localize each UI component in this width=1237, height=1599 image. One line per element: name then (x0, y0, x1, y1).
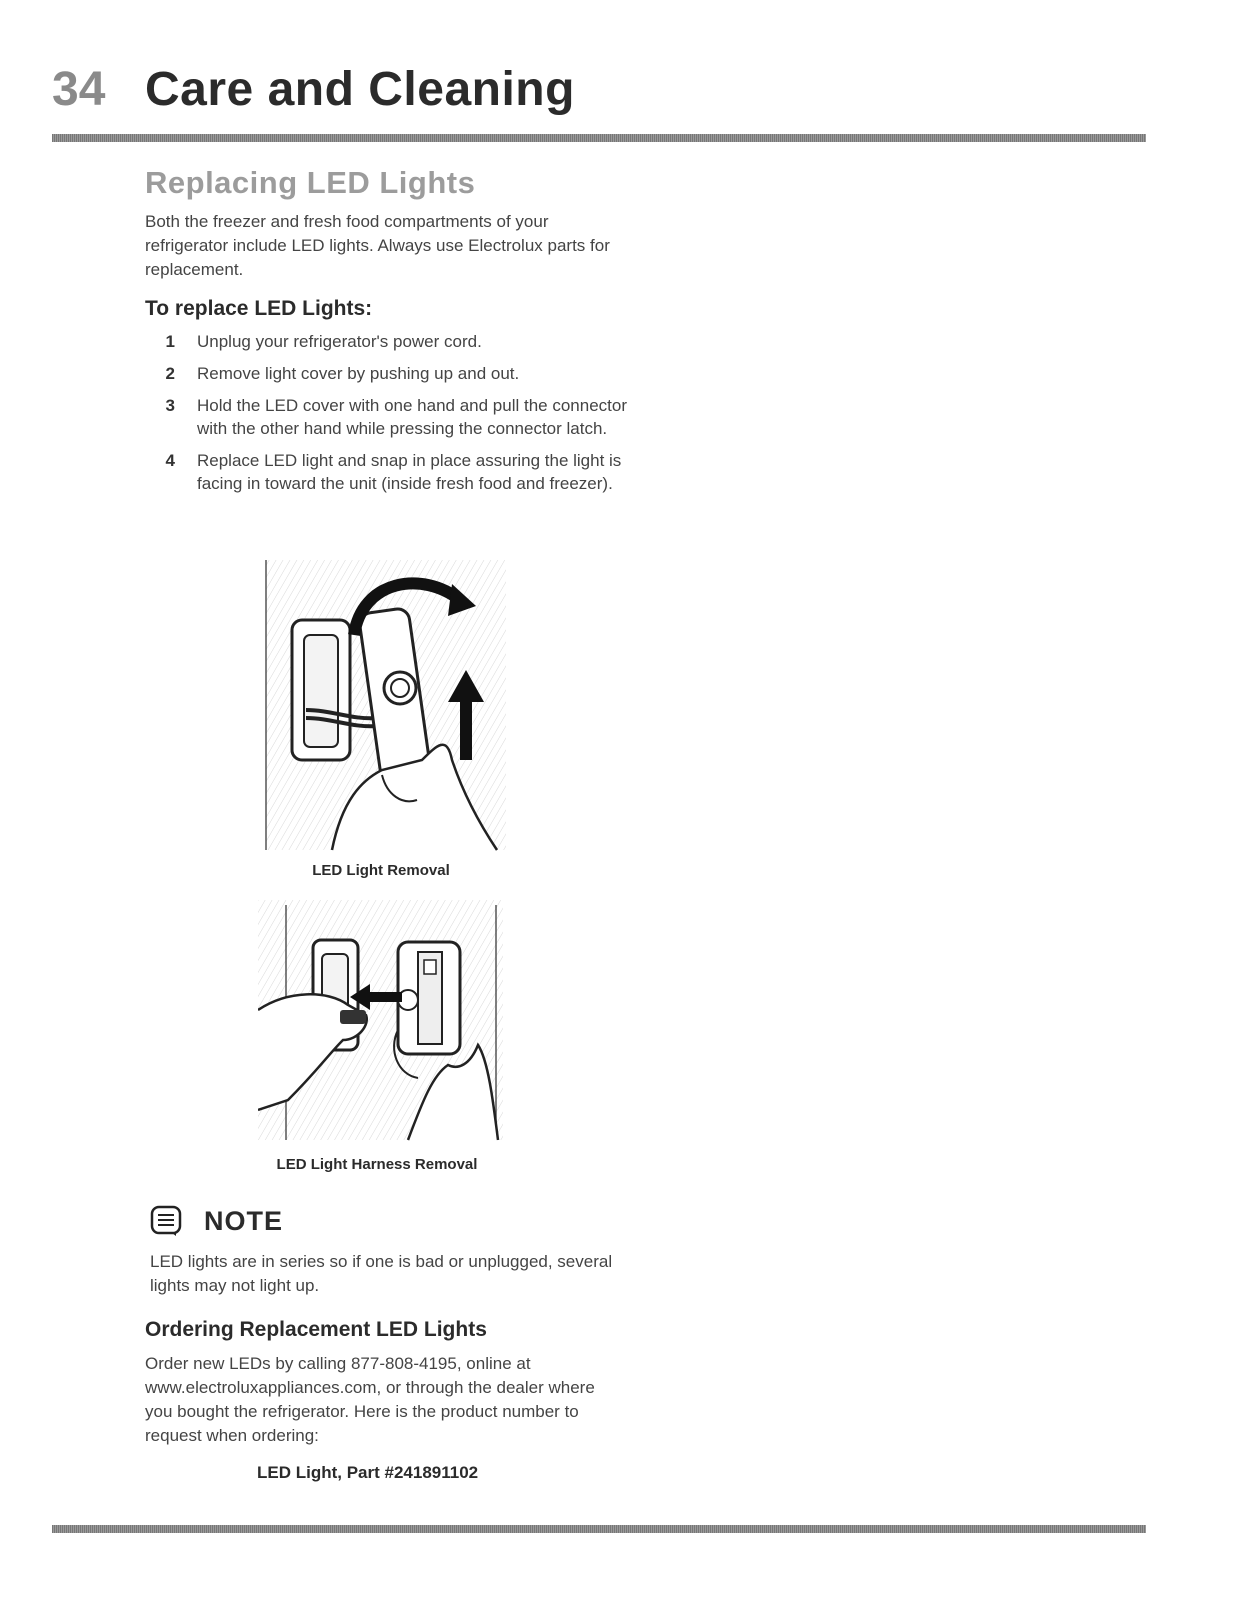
page-number: 34 (52, 63, 106, 116)
page-title: Care and Cleaning (145, 63, 575, 116)
figure-caption: LED Light Removal (312, 862, 450, 879)
section-title: Replacing LED Lights (145, 165, 476, 200)
note-label: NOTE (204, 1205, 284, 1236)
note-heading (150, 1205, 283, 1237)
part-number: LED Light, Part #241891102 (257, 1463, 479, 1482)
step-number: 4 (165, 451, 175, 470)
step-1 (145, 330, 645, 353)
steps-list (145, 330, 645, 504)
procedure-heading: To replace LED Lights: (145, 297, 373, 320)
note-text: LED lights are in series so if one is bad or unplugged, several lights may not light up. (150, 1252, 613, 1295)
ordering-heading: Ordering Replacement LED Lights (145, 1318, 487, 1341)
step-number: 1 (165, 332, 175, 351)
step-text: Remove light cover by pushing up and out. (197, 364, 520, 383)
step-3 (145, 394, 645, 440)
step-text: Unplug your refrigerator's power cord. (197, 332, 482, 351)
figure-caption: LED Light Harness Removal (276, 1156, 478, 1173)
step-text: Hold the LED cover with one hand and pull the connector with the other hand while pressing the connector latch. (197, 396, 627, 438)
step-number: 3 (165, 396, 175, 415)
led-harness-removal-illustration (258, 900, 508, 1145)
step-2 (145, 362, 645, 385)
led-light-removal-illustration (262, 560, 512, 860)
intro-paragraph: Both the freezer and fresh food compartments of your refrigerator include LED lights. Always use Electrolux parts for replacement. (145, 212, 610, 279)
ordering-text: Order new LEDs by calling 877-808-4195, online at www.electroluxappliances.com, or through the dealer where you bought the refrigerator. Here is the product number to request when ordering: (145, 1354, 595, 1445)
header-rule (52, 134, 1146, 142)
footer-rule (52, 1525, 1146, 1533)
step-text: Replace LED light and snap in place assuring the light is facing in toward the unit (inside fresh food and freezer). (197, 451, 622, 493)
step-4 (145, 449, 645, 495)
step-number: 2 (165, 364, 175, 383)
note-icon (150, 1205, 182, 1237)
